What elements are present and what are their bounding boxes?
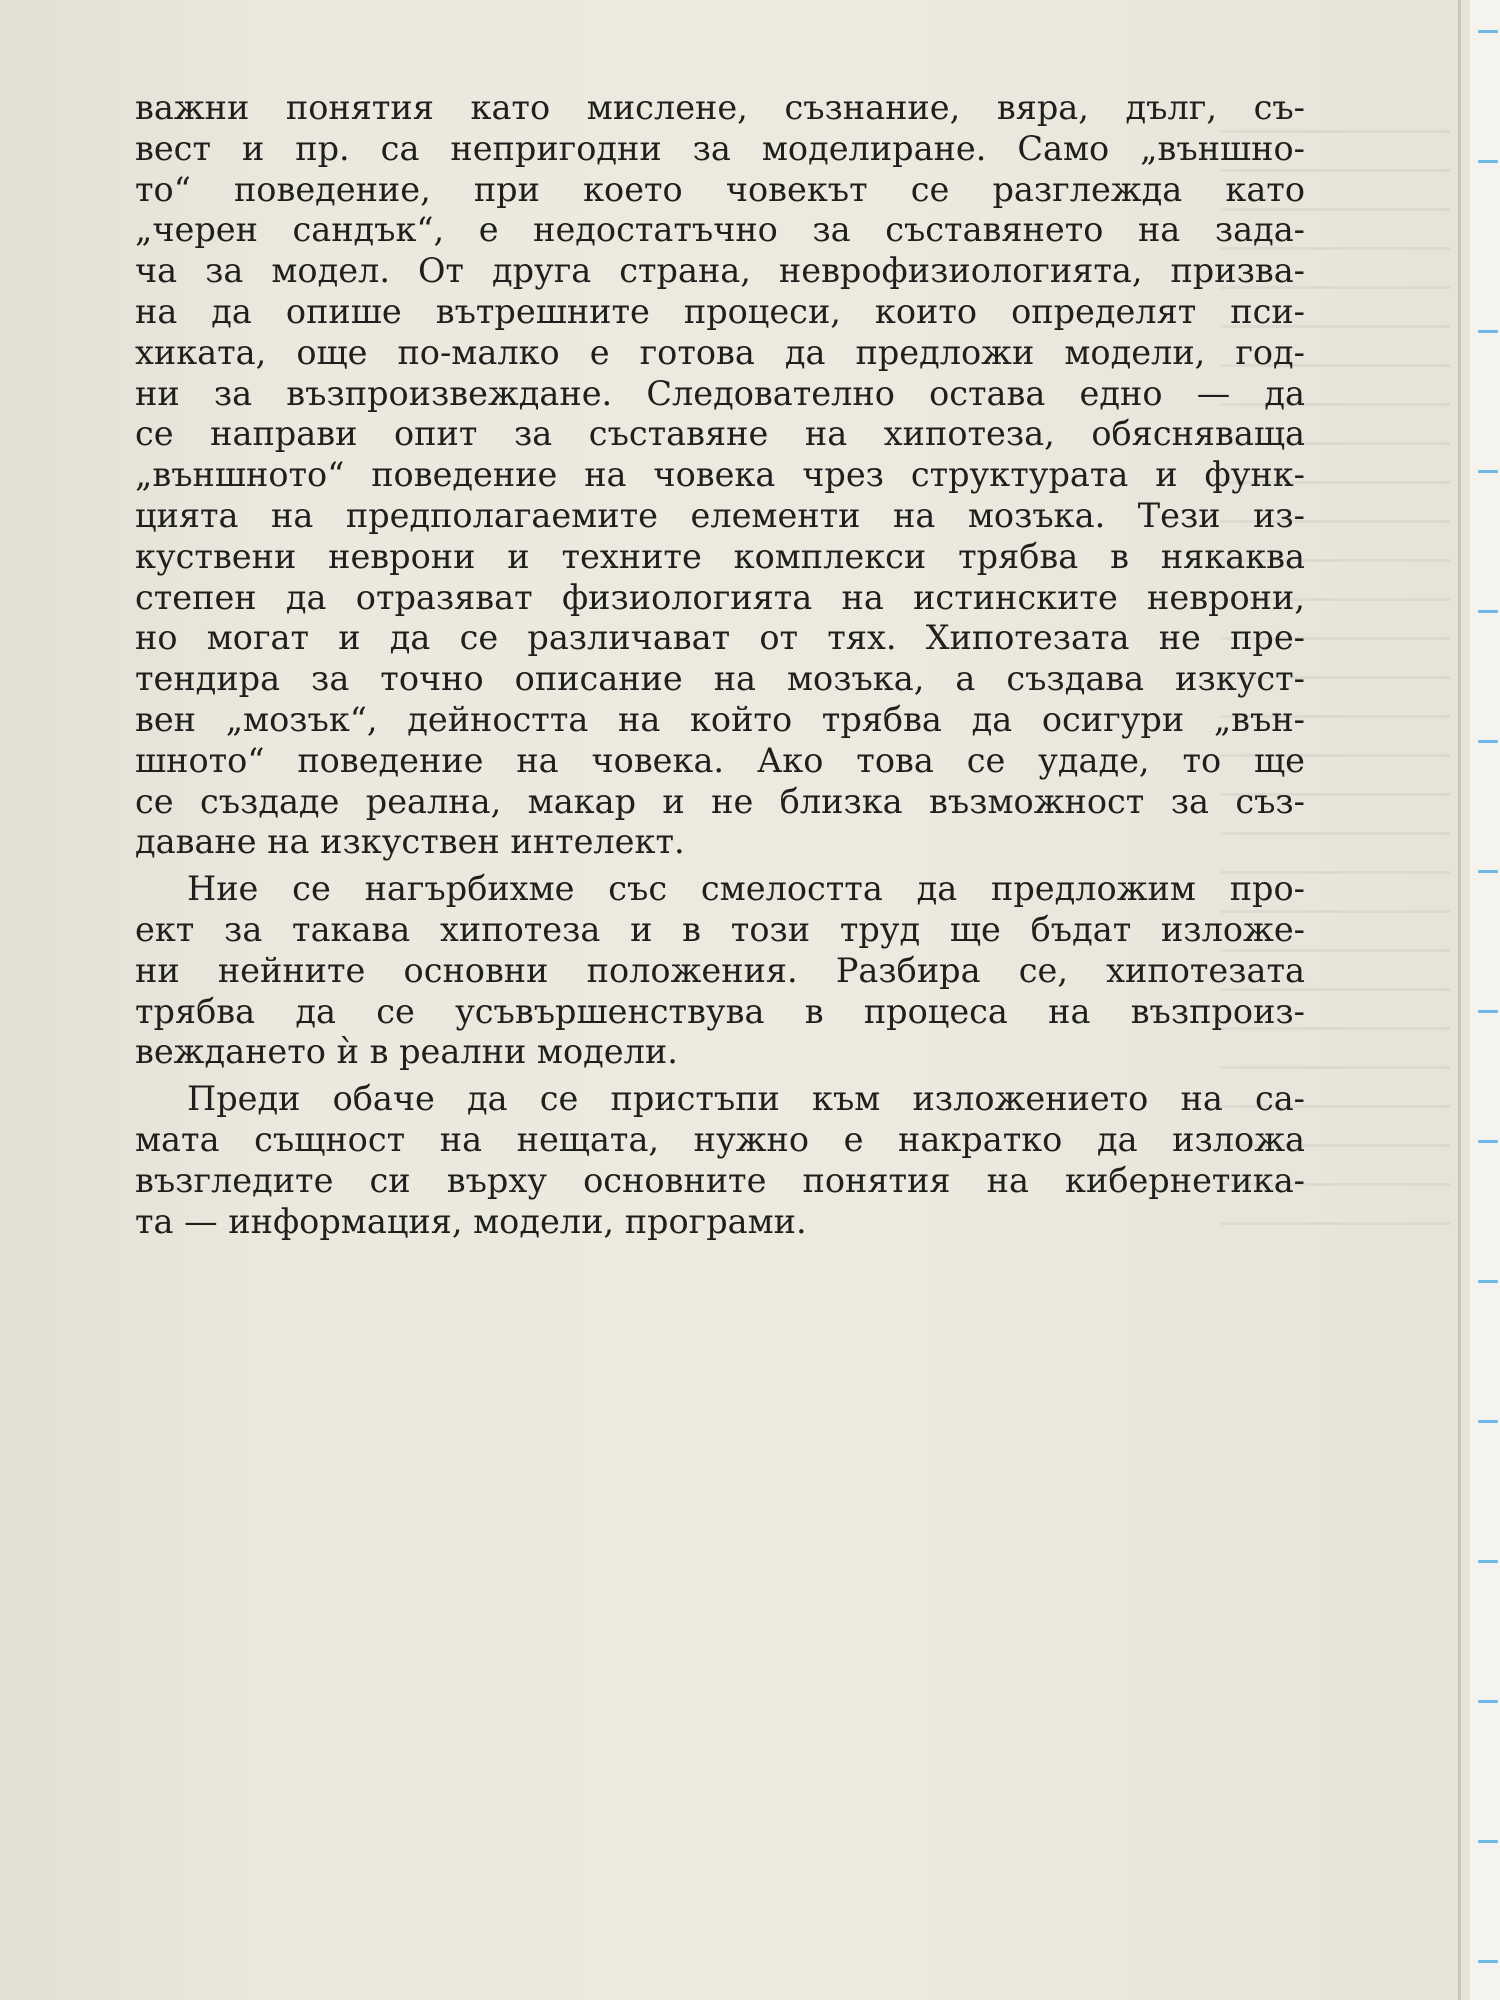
edge-mark [1478,1700,1498,1703]
text-line: ект за такава хипотеза и в този труд ще бъдат изложе- [135,909,1305,949]
edge-mark [1478,1280,1498,1283]
text-line: Преди обаче да се пристъпи към изложението на са- [187,1079,1305,1119]
text-line: куствени неврони и техните комплекси трябва в някаква [135,536,1305,576]
text-line: даване на изкуствен интелект. [135,822,685,862]
edge-mark [1478,1140,1498,1143]
edge-mark [1478,30,1498,33]
edge-mark [1478,1840,1498,1843]
next-page-edge [1470,0,1500,2000]
text-line: се създаде реална, макар и не близка възможност за съз- [135,781,1305,821]
text-line: но могат и да се различават от тях. Хипотезата не пре- [135,618,1305,658]
edge-mark [1478,870,1498,873]
text-line: Ние се нагърбихме със смелостта да предложим про- [187,869,1305,909]
body-text [135,88,1305,1242]
paragraph-2 [135,869,1305,1073]
edge-mark [1478,1420,1498,1423]
paragraph-3 [135,1079,1305,1242]
edge-mark [1478,1960,1498,1963]
text-line: „черен сандък“, е недостатъчно за съставянето на зада- [135,210,1305,250]
text-line: вест и пр. са непригодни за моделиране. Само „външно- [135,128,1305,168]
text-line: вен „мозък“, дейността на който трябва да осигури „вън- [135,699,1305,739]
text-line: трябва да се усъвършенствува в процеса на възпроиз- [135,991,1305,1031]
edge-mark [1478,330,1498,333]
text-line: тендира за точно описание на мозъка, а създава изкуст- [135,659,1305,699]
text-line: ни за възпроизвеждане. Следователно остава едно — да [135,373,1305,413]
edge-mark [1478,1010,1498,1013]
edge-mark [1478,740,1498,743]
edge-mark [1478,470,1498,473]
text-line: важни понятия като мислене, съзнание, вяра, дълг, съ- [135,88,1305,127]
text-line: то“ поведение, при което човекът се разглежда като [135,169,1305,209]
edge-mark [1478,160,1498,163]
text-line: ни нейните основни положения. Разбира се, хипотезата [135,950,1305,990]
text-line: възгледите си върху основните понятия на кибернетика- [135,1160,1305,1200]
text-line: „външното“ поведение на човека чрез структурата и функ- [135,455,1305,495]
text-line: ча за модел. От друга страна, неврофизиологията, призва- [135,251,1305,291]
text-line: шното“ поведение на човека. Ако това се удаде, то ще [135,740,1305,780]
text-line: се направи опит за съставяне на хипотеза, обясняваща [135,414,1305,454]
text-line: на да опише вътрешните процеси, които определят пси- [135,291,1305,331]
text-line: веждането ѝ в реални модели. [135,1032,678,1072]
text-line: мата същност на нещата, нужно е накратко да изложа [135,1119,1305,1159]
edge-mark [1478,1560,1498,1563]
text-line: цията на предполагаемите елементи на мозъка. Тези из- [135,495,1305,535]
paragraph-1 [135,88,1305,863]
text-line: хиката, още по-малко е готова да предложи модели, год- [135,332,1305,372]
edge-mark [1478,610,1498,613]
text-line: та — информация, модели, програми. [135,1201,807,1241]
page-edge-shadow [1458,0,1461,2000]
text-line: степен да отразяват физиологията на истинските неврони, [135,577,1305,617]
